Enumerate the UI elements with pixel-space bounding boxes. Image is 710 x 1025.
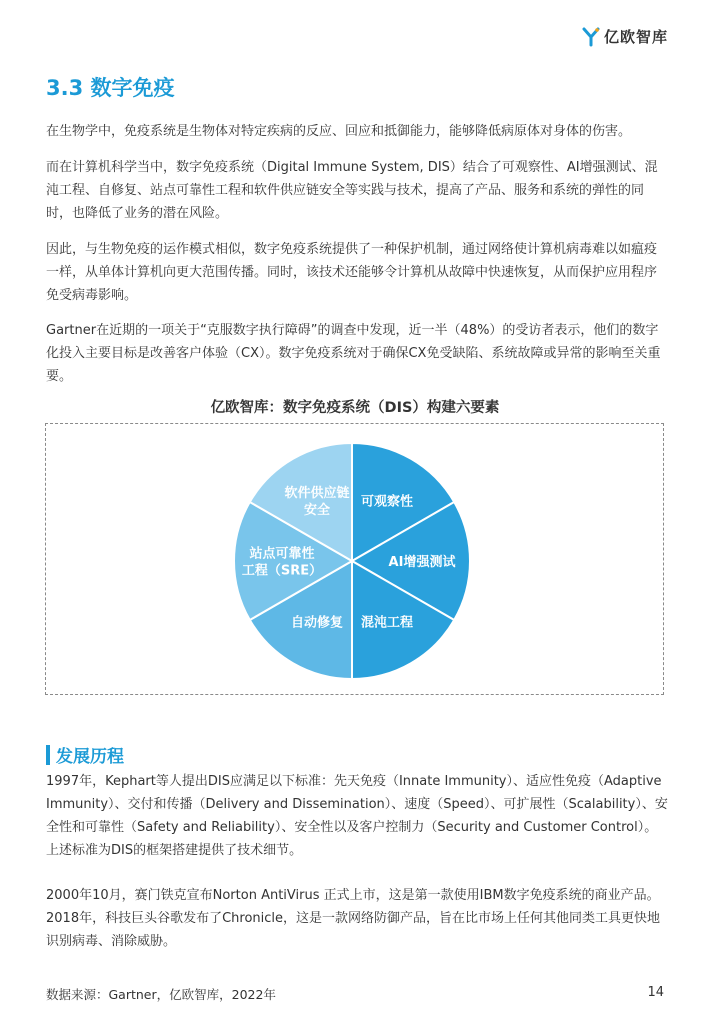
history-heading-text: 发展历程 xyxy=(56,747,124,767)
chart-title: 亿欧智库：数字免疫系统（DIS）构建六要素 xyxy=(210,400,500,416)
pie-slice-label: 安全 xyxy=(303,502,331,518)
pie-slice-label: 可观察性 xyxy=(360,494,414,510)
section-title: 3.3 数字免疫 xyxy=(46,76,175,100)
pie-slice-label: 混沌工程 xyxy=(360,615,414,631)
page-number: 14 xyxy=(647,985,664,1000)
source-note: 数据来源：Gartner，亿欧智库，2022年 xyxy=(46,987,276,1002)
history-heading xyxy=(46,742,124,767)
paragraph-3: 因此，与生物免疫的运作模式相似，数字免疫系统提供了一种保护机制，通过网络使计算机病毒难以如瘟疫一样，从单体计算机向更大范围传播。同时，该技术还能够令计算机从故障中快速恢复，从而保护应用程序免受病毒影响。 xyxy=(46,242,658,303)
pie-slice-label: AI增强测试 xyxy=(388,555,456,570)
paragraph-4: Gartner在近期的一项关于“克服数字执行障碍”的调查中发现，近一半（48%）的受访者表示，他们的数字化投入主要目标是改善客户体验（CX）。数字免疫系统对于确保CX免受缺陷、系统故障或异常的影响至关重要。 xyxy=(46,323,661,384)
pie-slice-label: 软件供应链 xyxy=(284,485,350,501)
logo-text: 亿欧智库 xyxy=(603,28,668,46)
pie-slice-label: 站点可靠性 xyxy=(249,546,315,562)
chart-frame xyxy=(45,423,664,695)
history-paragraph-2: 2000年10月，赛门铁克宣布Norton AntiVirus 正式上市，这是第一款使用IBM数字免疫系统的商业产品。2018年，科技巨头谷歌发布了Chronicle，这是一款网络防御产品，旨在比市场上任何其他同类工具更快地识别病毒、消除威胁。 xyxy=(46,888,661,949)
paragraph-2: 而在计算机科学当中，数字免疫系统（Digital Immune System, DIS）结合了可观察性、AI增强测试、混沌工程、自修复、站点可靠性工程和软件供应链安全等实践与技术，提高了产品、服务和系统的弹性的同时，也降低了业务的潜在风险。 xyxy=(46,160,658,221)
pie-slice-label: 自动修复 xyxy=(290,615,344,631)
paragraph-1: 在生物学中，免疫系统是生物体对特定疾病的反应、回应和抵御能力，能够降低病原体对身体的伤害。 xyxy=(46,124,632,139)
history-paragraph-1: 1997年，Kephart等人提出DIS应满足以下标准：先天免疫（Innate Immunity）、适应性免疫（Adaptive Immunity）、交付和传播（Delivery and Dissemination）、速度（Speed）、可扩展性（Scalability）、安全性和可靠性（Safety and Reliability）、安全性以及客户控制力（Security and Customer Control）。上述标准为DIS的框架搭建提供了技术细节。 xyxy=(46,774,668,858)
header-logo xyxy=(582,26,668,47)
yiou-logo-icon xyxy=(582,27,600,47)
pie-slice-label: 工程（SRE） xyxy=(241,563,323,579)
heading-accent-bar xyxy=(46,745,50,765)
dis-pie-chart xyxy=(46,424,665,696)
